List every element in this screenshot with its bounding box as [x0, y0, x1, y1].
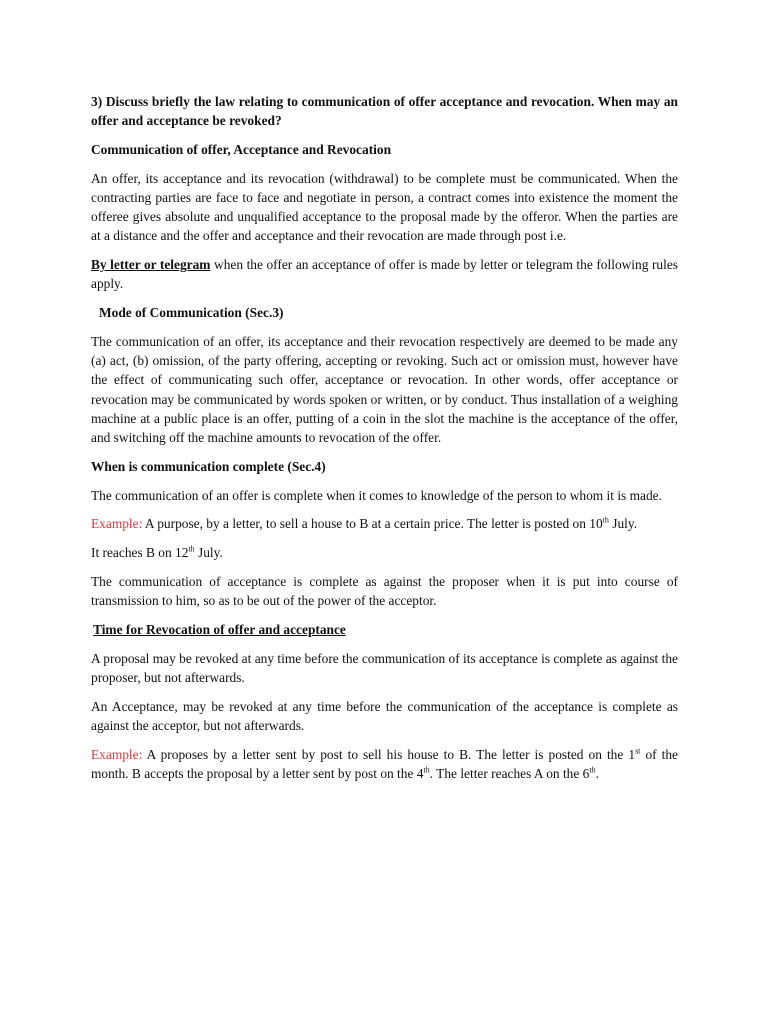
- example-house: [91, 514, 678, 533]
- example-post-c: . The letter reaches A on the 6: [429, 766, 590, 781]
- example-label-2: Example:: [91, 746, 143, 762]
- heading-communication: Communication of offer, Acceptance and Revocation: [91, 142, 392, 157]
- question: [91, 92, 678, 130]
- example-sup: th: [602, 515, 609, 525]
- heading-mode: Mode of Communication (Sec.3): [99, 305, 284, 321]
- example-label: Example:: [91, 516, 143, 532]
- letter-text: when the offer an acceptance of offer is made by letter or telegram the following rules apply.: [91, 257, 678, 292]
- example-text: A purpose, by a letter, to sell a house to B at a certain price. The letter is posted on 10: [142, 516, 603, 532]
- question-line-1: 3) Discuss briefly the law relating to communication of offer acceptance and revocation.: [91, 94, 595, 109]
- paragraph-complete-offer: The communication of an offer is complete when it comes to knowledge of the person to whom it is made.: [91, 487, 662, 503]
- heading-revocation: Time for Revocation of offer and acceptance: [93, 622, 346, 637]
- paragraph-letter: [91, 255, 678, 293]
- reach-tail: July.: [194, 545, 223, 561]
- paragraph-communication: An offer, its acceptance and its revocation (withdrawal) to be complete must be communicated. When the contracting parties are face to face and negotiate in person, a contract comes into existence the moment the offeree gives absolute and unqualified acceptance to the proposal made by the offeror. When the parties are at a distance and the offer and acceptance and their revocation are made through post i.e.: [91, 170, 678, 244]
- paragraph-complete-acceptance: The communication of acceptance is complete as against the proposer when it is put into course of transmission to him, so as to be out of the power of the acceptor.: [91, 574, 678, 609]
- example-post-d: .: [595, 766, 599, 781]
- example-post-sup-3: th: [589, 765, 596, 775]
- document-page: [91, 92, 678, 793]
- reach-text: It reaches B on 12: [91, 545, 189, 561]
- example-post: [91, 745, 678, 783]
- paragraph-revoke-acceptance: An Acceptance, may be revoked at any time before the communication of the acceptance is complete as against the acceptor, but not afterwards.: [91, 698, 678, 733]
- reach-line: [91, 543, 678, 562]
- example-post-a: A proposes by a letter sent by post to sell his house to B. The letter is posted on the 1: [142, 746, 636, 762]
- question-line-2: When may an offer and acceptance be revoked?: [91, 94, 678, 129]
- reach-sup: th: [188, 544, 195, 554]
- example-post-b: of the month. B accepts the proposal by a letter sent by post on the 4: [91, 746, 678, 781]
- heading-complete: When is communication complete (Sec.4): [91, 458, 326, 474]
- example-tail: July.: [608, 516, 638, 532]
- example-post-sup-1: st: [635, 746, 641, 756]
- paragraph-revoke-proposal: A proposal may be revoked at any time before the communication of its acceptance is complete as against the proposer, but not afterwards.: [91, 650, 678, 685]
- example-post-sup-2: th: [423, 765, 430, 775]
- letter-label: By letter or telegram: [91, 257, 211, 273]
- paragraph-mode: The communication of an offer, its acceptance and their revocation respectively are deemed to be made any (a) act, (b) omission, of the party offering, accepting or revoking. Such act or omission must, however have the effect of communicating such offer, acceptance or revocation. In other words, offer acceptance or revocation may be communicated by words spoken or written, or by conduct. Thus installation of a weighing machine at a public place is an offer, putting of a coin in the slot the machine is the acceptance of the offer, and switching off the machine amounts to revocation of the offer.: [91, 334, 678, 446]
